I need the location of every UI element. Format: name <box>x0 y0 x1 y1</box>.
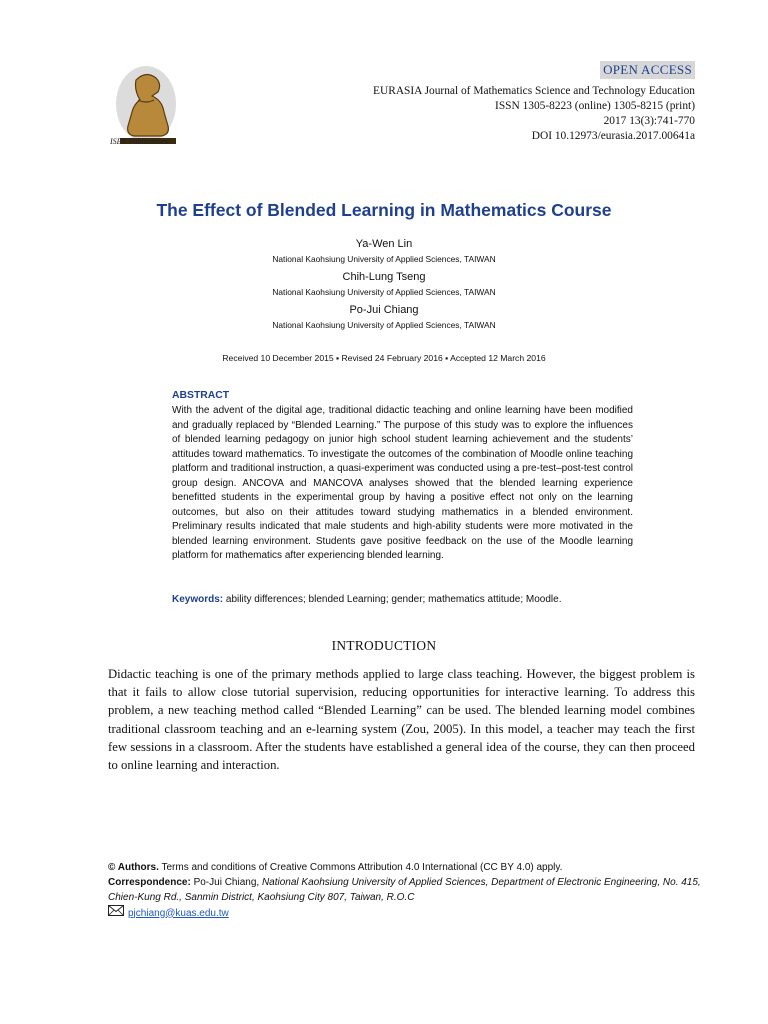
doi-line: DOI 10.12973/eurasia.2017.00641a <box>531 130 695 142</box>
abstract-heading: ABSTRACT <box>172 390 230 401</box>
submission-dates: Received 10 December 2015 ▪ Revised 24 February 2016 ▪ Accepted 12 March 2016 <box>222 353 546 363</box>
section-paragraph: Didactic teaching is one of the primary methods applied to large class teaching. However, the biggest problem is that it fails to allow close tutorial supervision, reducing opportunities for interactive learning. To address this problem, a new teaching method called “Blended Learning” can be used. The blended learning model combines traditional classroom teaching and an e-learning system (Zou, 2005). In this model, a teacher may teach the first few sessions in a classroom. After the students have established a general idea of the course, they can then proceed to online learning and interaction. <box>108 667 695 773</box>
copyright-text: Terms and conditions of Creative Commons Attribution 4.0 International (CC BY 4.0) apply. <box>161 862 563 873</box>
keywords-list: ability differences; blended Learning; gender; mathematics attitude; Moodle. <box>225 594 562 605</box>
copyright-label: © Authors. <box>108 862 159 873</box>
correspondence-line <box>108 875 708 905</box>
copyright-line <box>108 860 708 875</box>
author-affiliation: National Kaohsiung University of Applied Sciences, TAIWAN <box>272 320 496 330</box>
author-name: Ya-Wen Lin <box>355 238 413 250</box>
section-heading: INTRODUCTION <box>331 638 437 653</box>
author-affiliation: National Kaohsiung University of Applied Sciences, TAIWAN <box>272 287 496 297</box>
author-affiliation: National Kaohsiung University of Applied Sciences, TAIWAN <box>272 254 496 264</box>
correspondence-address: National Kaohsiung University of Applied Sciences, Department of Electronic Engineering, No. 415, Chien-Kung Rd., Sanmin District, Kaohsiung City 807, Taiwan, R.O.C <box>108 877 701 903</box>
paper-title: The Effect of Blended Learning in Mathematics Course <box>156 200 612 220</box>
email-link[interactable]: pjchiang@kuas.edu.tw <box>128 907 229 919</box>
abstract-text: With the advent of the digital age, traditional didactic teaching and online learning have been modified and gradually replaced by “Blended Learning.” The purpose of this study was to explore the influences of blended learning pedagogy on junior high school student learning achievement and the students’ attitudes toward mathematics. To investigate the outcomes of the combination of Moodle online teaching platform and traditional instruction, a quasi-experiment was conducted using a pre-test–post-test control group design. ANCOVA and MANCOVA analyses showed that the blended learning experience benefitted students in the experimental group by having a positive effect not only on the learning outcomes, but also on their attitudes toward studying mathematics in a blended environment. Preliminary results indicated that male students and high-ability students were more motivated in the blended learning environment. Students gave positive feedback on the use of the Moodle learning platform for mathematics after experiencing blended learning. <box>172 405 633 562</box>
journal-name: EURASIA Journal of Mathematics Science and Technology Education <box>373 85 695 97</box>
logo-caption: ISER Publications <box>110 137 169 146</box>
correspondence-name: Po-Jui Chiang, <box>193 877 260 888</box>
volume-line: 2017 13(3):741-770 <box>603 115 695 127</box>
keywords-line <box>172 594 642 605</box>
author-name: Chih-Lung Tseng <box>342 271 426 283</box>
keywords-label: Keywords: <box>172 594 224 605</box>
correspondence-label: Correspondence: <box>108 877 191 888</box>
author-name: Po-Jui Chiang <box>349 304 419 316</box>
email-row <box>108 905 708 921</box>
footnote <box>108 860 708 921</box>
envelope-icon <box>108 905 124 921</box>
open-access-badge: OPEN ACCESS <box>600 61 695 79</box>
issn-line: ISSN 1305-8223 (online) 1305-8215 (print) <box>495 100 695 112</box>
